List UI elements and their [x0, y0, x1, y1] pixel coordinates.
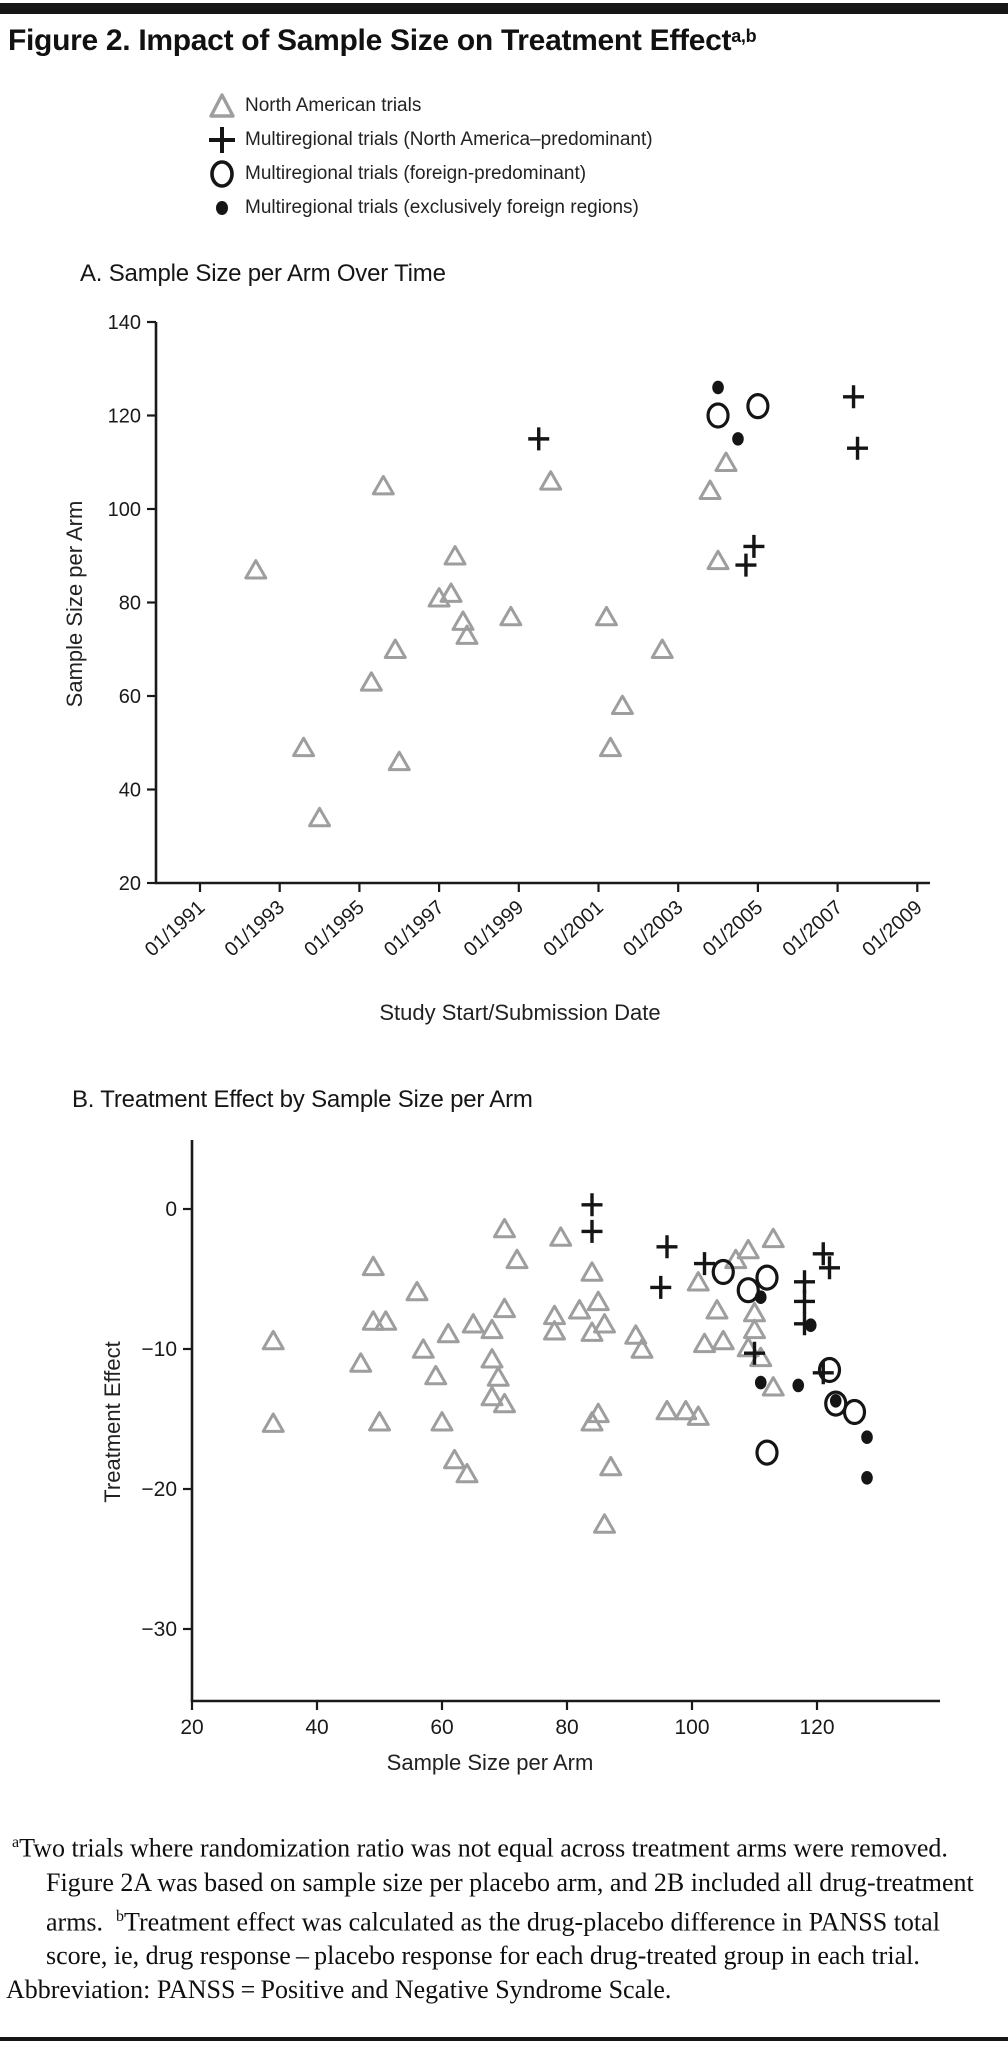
dot-marker: [755, 1290, 767, 1304]
plus-marker: [528, 427, 549, 450]
panel-b-title: B. Treatment Effect by Sample Size per Arm: [72, 1086, 533, 1113]
x-tick-label: 20: [180, 1716, 204, 1739]
y-tick-label: 0: [165, 1198, 177, 1221]
y-tick-label: 60: [118, 686, 141, 708]
legend-label: Multiregional trials (exclusively foreign regions): [245, 197, 639, 218]
triangle-marker: [612, 696, 632, 713]
triangle-marker: [652, 640, 672, 657]
x-tick-label: 01/2007: [778, 896, 847, 962]
footnote-superscript-b: b: [116, 1907, 125, 1925]
triangle-marker: [445, 547, 465, 564]
triangle-marker: [588, 1292, 608, 1309]
x-tick-label: 60: [430, 1716, 454, 1739]
dot-marker: [861, 1471, 873, 1485]
triangle-marker: [370, 1413, 390, 1430]
plus-marker: [794, 1270, 815, 1293]
triangle-marker: [745, 1303, 765, 1320]
triangle-marker: [361, 673, 381, 690]
triangle-marker: [657, 1401, 677, 1418]
y-tick-label: 80: [118, 592, 141, 615]
y-tick-label: 40: [118, 779, 141, 802]
figure-title-superscript: a,b: [731, 26, 757, 46]
y-tick-label: 20: [118, 873, 141, 895]
dot-marker: [712, 381, 724, 395]
panel-a-plot: [108, 312, 930, 961]
triangle-marker: [432, 1413, 452, 1430]
triangle-marker: [385, 640, 405, 657]
legend-label: Multiregional trials (foreign-predominant): [245, 163, 587, 184]
series-circle: [713, 1261, 864, 1465]
triangle-marker: [413, 1340, 433, 1357]
triangle-marker: [713, 1331, 733, 1348]
triangle-marker: [246, 561, 266, 578]
triangle-marker: [738, 1240, 758, 1257]
triangle-marker: [707, 1301, 727, 1318]
y-tick-label: 100: [107, 499, 141, 521]
panel-b-y-axis-label: Treatment Effect: [100, 1341, 125, 1503]
triangle-marker: [488, 1368, 508, 1385]
triangle-marker: [407, 1282, 427, 1299]
triangle-marker: [688, 1273, 708, 1290]
triangle-marker: [482, 1320, 502, 1337]
x-tick-label: 01/1993: [220, 896, 290, 962]
y-tick-label: −20: [141, 1478, 177, 1501]
plus-marker: [582, 1193, 603, 1216]
plus-marker: [657, 1235, 678, 1258]
circle-marker: [708, 404, 728, 427]
x-tick-label: 01/2001: [539, 896, 608, 962]
x-tick-label: 40: [305, 1716, 329, 1739]
series-dot: [755, 1290, 873, 1484]
footnote-text-a: Two trials where randomization ratio was not equal across treatment arms were removed. Figure 2A was based on sample size per placebo arm, and 2B included all drug-treatment arms.: [19, 1833, 974, 1937]
dot-marker: [830, 1394, 842, 1408]
triangle-marker: [453, 612, 473, 629]
footnote-paragraph: [6, 1826, 1006, 1973]
series-triangle: [246, 453, 736, 826]
footnote-abbreviation: Abbreviation: PANSS = Positive and Negative Syndrome Scale.: [6, 1975, 672, 2005]
x-tick-label: 80: [555, 1716, 579, 1739]
triangle-marker: [763, 1378, 783, 1395]
series-circle: [708, 395, 768, 427]
triangle-marker: [389, 752, 409, 769]
triangle-marker: [700, 481, 720, 498]
triangle-marker: [695, 1334, 715, 1351]
triangle-marker: [600, 738, 620, 755]
triangle-marker: [582, 1263, 602, 1280]
dot-marker: [732, 432, 744, 446]
plus-marker: [650, 1276, 671, 1299]
triangle-marker: [310, 808, 330, 825]
y-tick-label: 140: [107, 312, 141, 334]
triangle-marker: [294, 738, 314, 755]
x-tick-label: 120: [799, 1716, 835, 1739]
figure-title-text: Figure 2. Impact of Sample Size on Treatment Effect: [8, 24, 732, 57]
footnote-superscript-a: a: [12, 1834, 20, 1851]
triangle-marker: [263, 1331, 283, 1348]
legend-label: North American trials: [245, 95, 422, 116]
triangle-marker: [596, 607, 616, 624]
triangle-marker: [541, 472, 561, 489]
triangle-marker: [595, 1515, 615, 1532]
triangle-marker: [601, 1457, 621, 1474]
triangle-marker: [438, 1324, 458, 1341]
panel-a-y-axis-label: Sample Size per Arm: [62, 500, 87, 708]
circle-marker: [713, 1261, 733, 1284]
footnote-text-b: Treatment effect was calculated as the drug-placebo difference in PANSS total score, ie, drug response – placebo response for each drug-treated group in each trial.: [46, 1907, 940, 1971]
panel-b-plot: [141, 1140, 940, 1739]
plus-marker: [744, 1342, 765, 1365]
panel-b-axes: [192, 1140, 940, 1701]
series-plus: [528, 385, 868, 576]
triangle-marker: [482, 1350, 502, 1367]
panel-a-axes: [156, 322, 930, 883]
plus-marker: [843, 385, 864, 408]
triangle-marker: [363, 1257, 383, 1274]
y-tick-label: −30: [141, 1618, 177, 1641]
triangle-marker: [551, 1228, 571, 1245]
triangle-marker: [463, 1315, 483, 1332]
y-tick-label: 120: [107, 405, 141, 428]
panel-a-x-axis-label: Study Start/Submission Date: [379, 1000, 661, 1025]
triangle-marker: [595, 1315, 615, 1332]
bottom-rule: [0, 2037, 1008, 2041]
triangle-marker: [495, 1299, 515, 1316]
footnotes: [6, 1826, 1006, 2007]
x-tick-label: 01/1995: [300, 896, 369, 962]
triangle-marker: [745, 1320, 765, 1337]
series-plus: [582, 1193, 841, 1384]
plus-marker: [847, 437, 868, 460]
dot-marker: [792, 1379, 804, 1393]
x-tick-label: 100: [674, 1716, 710, 1739]
triangle-marker: [716, 453, 736, 470]
triangle-marker: [495, 1219, 515, 1236]
dot-marker: [805, 1318, 817, 1332]
x-tick-label: 01/1997: [379, 896, 449, 962]
triangle-marker: [351, 1354, 371, 1371]
legend-label: Multiregional trials (North America–predominant): [245, 129, 653, 150]
circle-marker: [748, 395, 768, 418]
plus-marker: [794, 1290, 815, 1313]
triangle-marker: [373, 476, 393, 493]
triangle-marker: [570, 1301, 590, 1318]
circle-marker: [845, 1401, 865, 1424]
x-tick-label: 01/1991: [140, 896, 210, 962]
circle-marker: [757, 1441, 777, 1464]
x-tick-label: 01/2009: [858, 896, 927, 962]
dot-marker: [755, 1376, 767, 1390]
dot-marker: [861, 1430, 873, 1444]
circle-marker: [757, 1266, 777, 1289]
triangle-marker: [501, 607, 521, 624]
panel-b-x-axis-label: Sample Size per Arm: [386, 1750, 594, 1775]
x-tick-label: 01/2003: [619, 896, 688, 962]
plus-marker: [582, 1220, 603, 1243]
x-tick-label: 01/1999: [459, 896, 529, 962]
triangle-marker: [263, 1414, 283, 1431]
triangle-marker: [507, 1250, 527, 1267]
triangle-marker: [708, 551, 728, 568]
x-tick-label: 01/2005: [698, 896, 768, 962]
triangle-marker: [763, 1229, 783, 1246]
triangle-marker: [426, 1366, 446, 1383]
panel-a-ticks: [147, 322, 917, 892]
panel-a-title: A. Sample Size per Arm Over Time: [80, 260, 446, 287]
panel-a-tick-labels: [108, 312, 927, 961]
triangle-marker: [441, 584, 461, 601]
triangle-marker: [445, 1450, 465, 1467]
y-tick-label: −10: [141, 1338, 177, 1361]
